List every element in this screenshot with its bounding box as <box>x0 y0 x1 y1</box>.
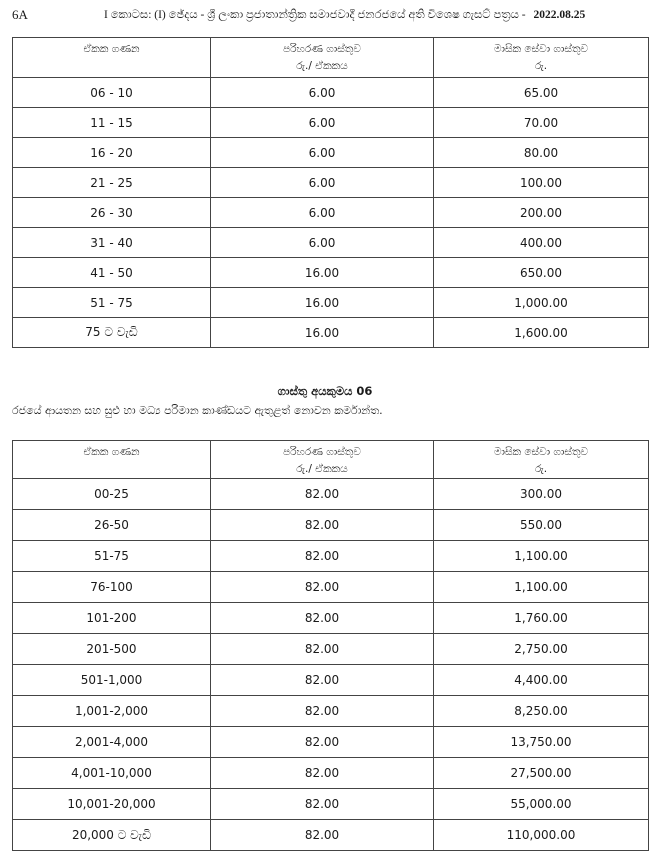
cell-monthly-charge: 1,760.00 <box>434 603 649 634</box>
cell-units: 31 - 40 <box>13 228 211 258</box>
cell-units: 76-100 <box>13 572 211 603</box>
cell-units: 51-75 <box>13 541 211 572</box>
column-header-monthly-service-charge <box>434 38 649 78</box>
table-row <box>13 138 649 168</box>
table-row <box>13 820 649 851</box>
cell-units: 51 - 75 <box>13 288 211 318</box>
cell-units: 06 - 10 <box>13 78 211 108</box>
cell-units: 75 ට වැඩි <box>13 318 211 348</box>
cell-units: 11 - 15 <box>13 108 211 138</box>
table-row <box>13 258 649 288</box>
table-row <box>13 168 649 198</box>
cell-units: 201-500 <box>13 634 211 665</box>
cell-units: 10,001-20,000 <box>13 789 211 820</box>
tariff-table-2 <box>12 440 649 851</box>
cell-monthly-charge: 70.00 <box>434 108 649 138</box>
column-header-units <box>13 441 211 479</box>
cell-units: 1,001-2,000 <box>13 696 211 727</box>
table-row <box>13 318 649 348</box>
column-header-label: මාසික සේවා ගාස්තුව <box>493 43 589 55</box>
cell-usage-charge: 82.00 <box>211 479 434 510</box>
cell-usage-charge: 6.00 <box>211 78 434 108</box>
cell-monthly-charge: 4,400.00 <box>434 665 649 696</box>
cell-monthly-charge: 550.00 <box>434 510 649 541</box>
table-row <box>13 479 649 510</box>
table-row <box>13 228 649 258</box>
cell-monthly-charge: 65.00 <box>434 78 649 108</box>
table-row <box>13 758 649 789</box>
cell-usage-charge: 82.00 <box>211 789 434 820</box>
gazette-title: I කොටස: (I) ඡේදය - ශ්‍රී ලංකා ප්‍රජාතාන්ත්‍රික සමාජවාදී ජනරජයේ අති විශෙෂ ගැසට් පත්‍රය - <box>104 9 526 21</box>
cell-units: 16 - 20 <box>13 138 211 168</box>
table-row <box>13 541 649 572</box>
cell-monthly-charge: 400.00 <box>434 228 649 258</box>
table-row <box>13 288 649 318</box>
table-row <box>13 727 649 758</box>
column-header-monthly-service-charge <box>434 441 649 479</box>
cell-usage-charge: 82.00 <box>211 510 434 541</box>
cell-usage-charge: 82.00 <box>211 603 434 634</box>
cell-monthly-charge: 13,750.00 <box>434 727 649 758</box>
column-header-label: ඒකක ගණන <box>83 446 140 458</box>
column-header-label: ඒකක ගණන <box>83 43 140 55</box>
tariff-category-description: රජයේ ආයතන සහ සුළු හා මධ්‍ය පරිමාන කාණ්ඩයට ඇතුළත් නොවන කර්මාන්ත. <box>12 404 383 417</box>
table-row <box>13 572 649 603</box>
cell-usage-charge: 16.00 <box>211 288 434 318</box>
cell-usage-charge: 82.00 <box>211 665 434 696</box>
cell-monthly-charge: 1,100.00 <box>434 572 649 603</box>
cell-units: 501-1,000 <box>13 665 211 696</box>
table-row <box>13 696 649 727</box>
table-row <box>13 108 649 138</box>
cell-usage-charge: 6.00 <box>211 108 434 138</box>
cell-units: 41 - 50 <box>13 258 211 288</box>
column-header-label: මාසික සේවා ගාස්තුව <box>493 446 589 458</box>
cell-usage-charge: 6.00 <box>211 138 434 168</box>
column-header-unit: රු./ ඒකකය <box>296 463 348 475</box>
cell-usage-charge: 82.00 <box>211 572 434 603</box>
cell-usage-charge: 82.00 <box>211 696 434 727</box>
tariff-table-1 <box>12 37 649 348</box>
column-header-usage-charge <box>211 38 434 78</box>
table-body <box>13 479 649 851</box>
table-row <box>13 603 649 634</box>
cell-units: 2,001-4,000 <box>13 727 211 758</box>
cell-monthly-charge: 80.00 <box>434 138 649 168</box>
table-row <box>13 198 649 228</box>
cell-usage-charge: 6.00 <box>211 228 434 258</box>
cell-monthly-charge: 1,000.00 <box>434 288 649 318</box>
cell-monthly-charge: 1,600.00 <box>434 318 649 348</box>
cell-monthly-charge: 200.00 <box>434 198 649 228</box>
cell-monthly-charge: 100.00 <box>434 168 649 198</box>
gazette-date: 2022.08.25 <box>533 9 586 21</box>
cell-units: 21 - 25 <box>13 168 211 198</box>
table-body <box>13 78 649 348</box>
cell-usage-charge: 82.00 <box>211 758 434 789</box>
table-row <box>13 634 649 665</box>
column-header-unit: රු. <box>534 60 548 72</box>
cell-monthly-charge: 8,250.00 <box>434 696 649 727</box>
column-header-unit: රු. <box>534 463 548 475</box>
cell-monthly-charge: 2,750.00 <box>434 634 649 665</box>
running-title <box>104 6 585 24</box>
table-row <box>13 665 649 696</box>
cell-monthly-charge: 300.00 <box>434 479 649 510</box>
cell-units: 26 - 30 <box>13 198 211 228</box>
table-row <box>13 78 649 108</box>
table-row <box>13 789 649 820</box>
cell-monthly-charge: 1,100.00 <box>434 541 649 572</box>
cell-usage-charge: 16.00 <box>211 258 434 288</box>
cell-units: 26-50 <box>13 510 211 541</box>
cell-units: 101-200 <box>13 603 211 634</box>
page-header <box>12 6 638 24</box>
cell-usage-charge: 6.00 <box>211 198 434 228</box>
page-number: 6A <box>12 7 28 22</box>
cell-usage-charge: 82.00 <box>211 820 434 851</box>
column-header-units <box>13 38 211 78</box>
cell-monthly-charge: 110,000.00 <box>434 820 649 851</box>
cell-monthly-charge: 27,500.00 <box>434 758 649 789</box>
tariff-category-title: ගාස්තු අයකුමය 06 <box>277 384 373 398</box>
cell-usage-charge: 82.00 <box>211 634 434 665</box>
cell-units: 4,001-10,000 <box>13 758 211 789</box>
table-header-row <box>13 441 649 479</box>
cell-monthly-charge: 55,000.00 <box>434 789 649 820</box>
cell-usage-charge: 82.00 <box>211 727 434 758</box>
column-header-usage-charge <box>211 441 434 479</box>
cell-usage-charge: 82.00 <box>211 541 434 572</box>
column-header-label: පරිහරණ ගාස්තුව <box>283 446 361 458</box>
cell-monthly-charge: 650.00 <box>434 258 649 288</box>
table-header-row <box>13 38 649 78</box>
column-header-unit: රු./ ඒකකය <box>296 60 348 72</box>
column-header-label: පරිහරණ ගාස්තුව <box>283 43 361 55</box>
cell-usage-charge: 6.00 <box>211 168 434 198</box>
table-row <box>13 510 649 541</box>
cell-usage-charge: 16.00 <box>211 318 434 348</box>
cell-units: 00-25 <box>13 479 211 510</box>
cell-units: 20,000 ට වැඩි <box>13 820 211 851</box>
